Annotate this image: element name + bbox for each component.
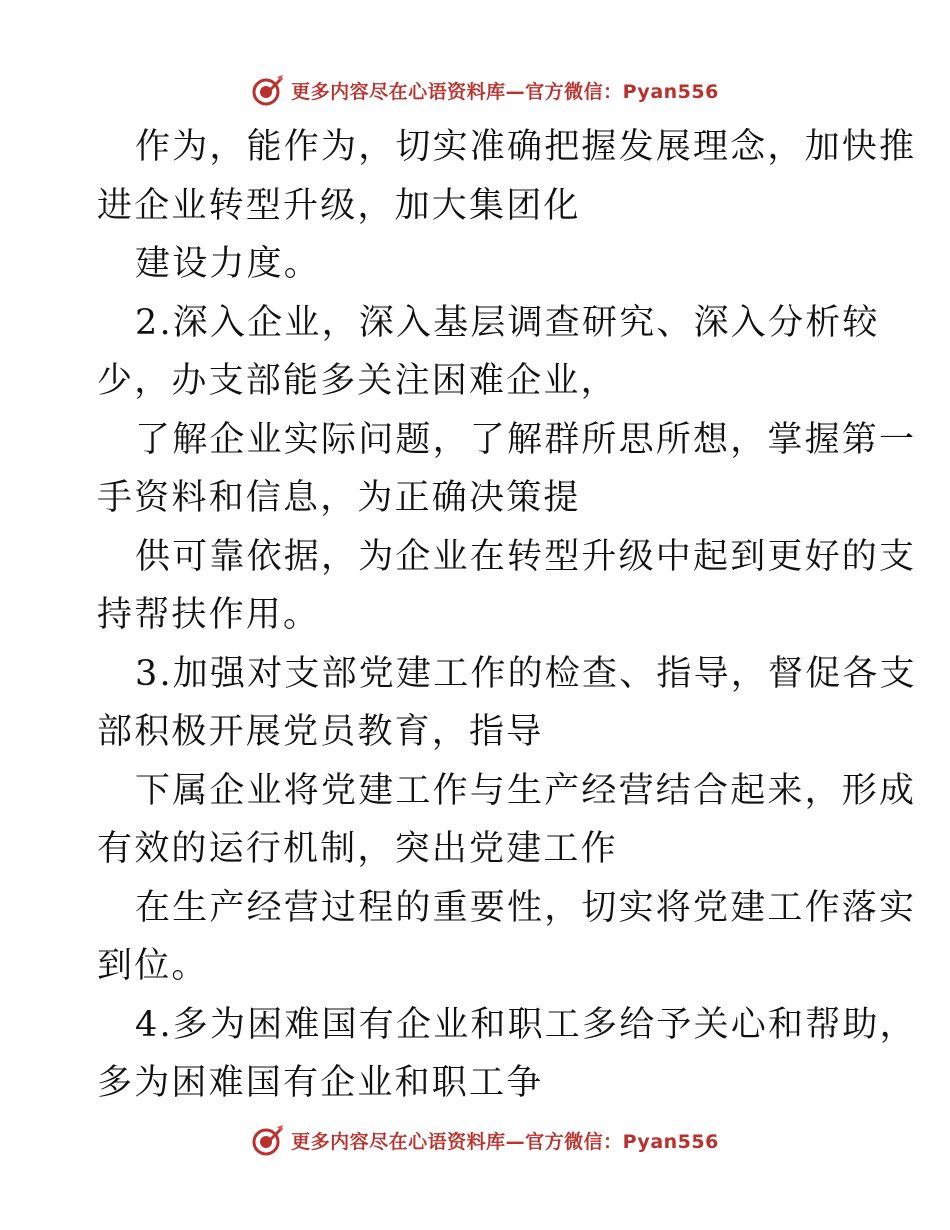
text-line: 了解企业实际问题，了解群所思所想，掌握第一 [135, 419, 917, 460]
watermark-text: 更多内容尽在心语资料库—官方微信：Pyan556 [291, 1130, 719, 1153]
text-line: 少，办支部能多关注困难企业， [97, 361, 618, 401]
text-line: 多为困难国有企业和职工争 [97, 1063, 544, 1103]
quill-pen-logo-icon [251, 1123, 285, 1157]
text-line: 进企业转型升级，加大集团化 [97, 185, 581, 226]
document-body [97, 118, 917, 1113]
text-line: 持帮扶作用。 [97, 595, 321, 635]
text-line: 3.加强对支部党建工作的检查、指导，督促各支 [135, 653, 917, 694]
text-line: 作为，能作为，切实准确把握发展理念，加快推 [135, 127, 917, 167]
watermark-header [0, 70, 950, 110]
text-line: 建设力度。 [135, 244, 322, 284]
watermark-footer [0, 1120, 950, 1160]
watermark-text: 更多内容尽在心语资料库—官方微信：Pyan556 [291, 80, 719, 103]
quill-pen-logo-icon [251, 73, 285, 107]
text-line: 到位。 [97, 946, 209, 986]
text-line: 在生产经营过程的重要性，切实将党建工作落实 [135, 887, 917, 928]
text-line: 下属企业将党建工作与生产经营结合起来，形成 [135, 770, 917, 811]
text-line: 2.深入企业，深入基层调查研究、深入分析较 [135, 302, 880, 343]
text-line: 部积极开展党员教育，指导 [97, 712, 544, 752]
text-line: 有效的运行机制，突出党建工作 [97, 829, 618, 869]
text-line: 供可靠依据，为企业在转型升级中起到更好的支 [135, 536, 917, 577]
text-line: 4.多为困难国有企业和职工多给予关心和帮助， [135, 1004, 917, 1045]
text-line: 手资料和信息，为正确决策提 [97, 478, 581, 518]
